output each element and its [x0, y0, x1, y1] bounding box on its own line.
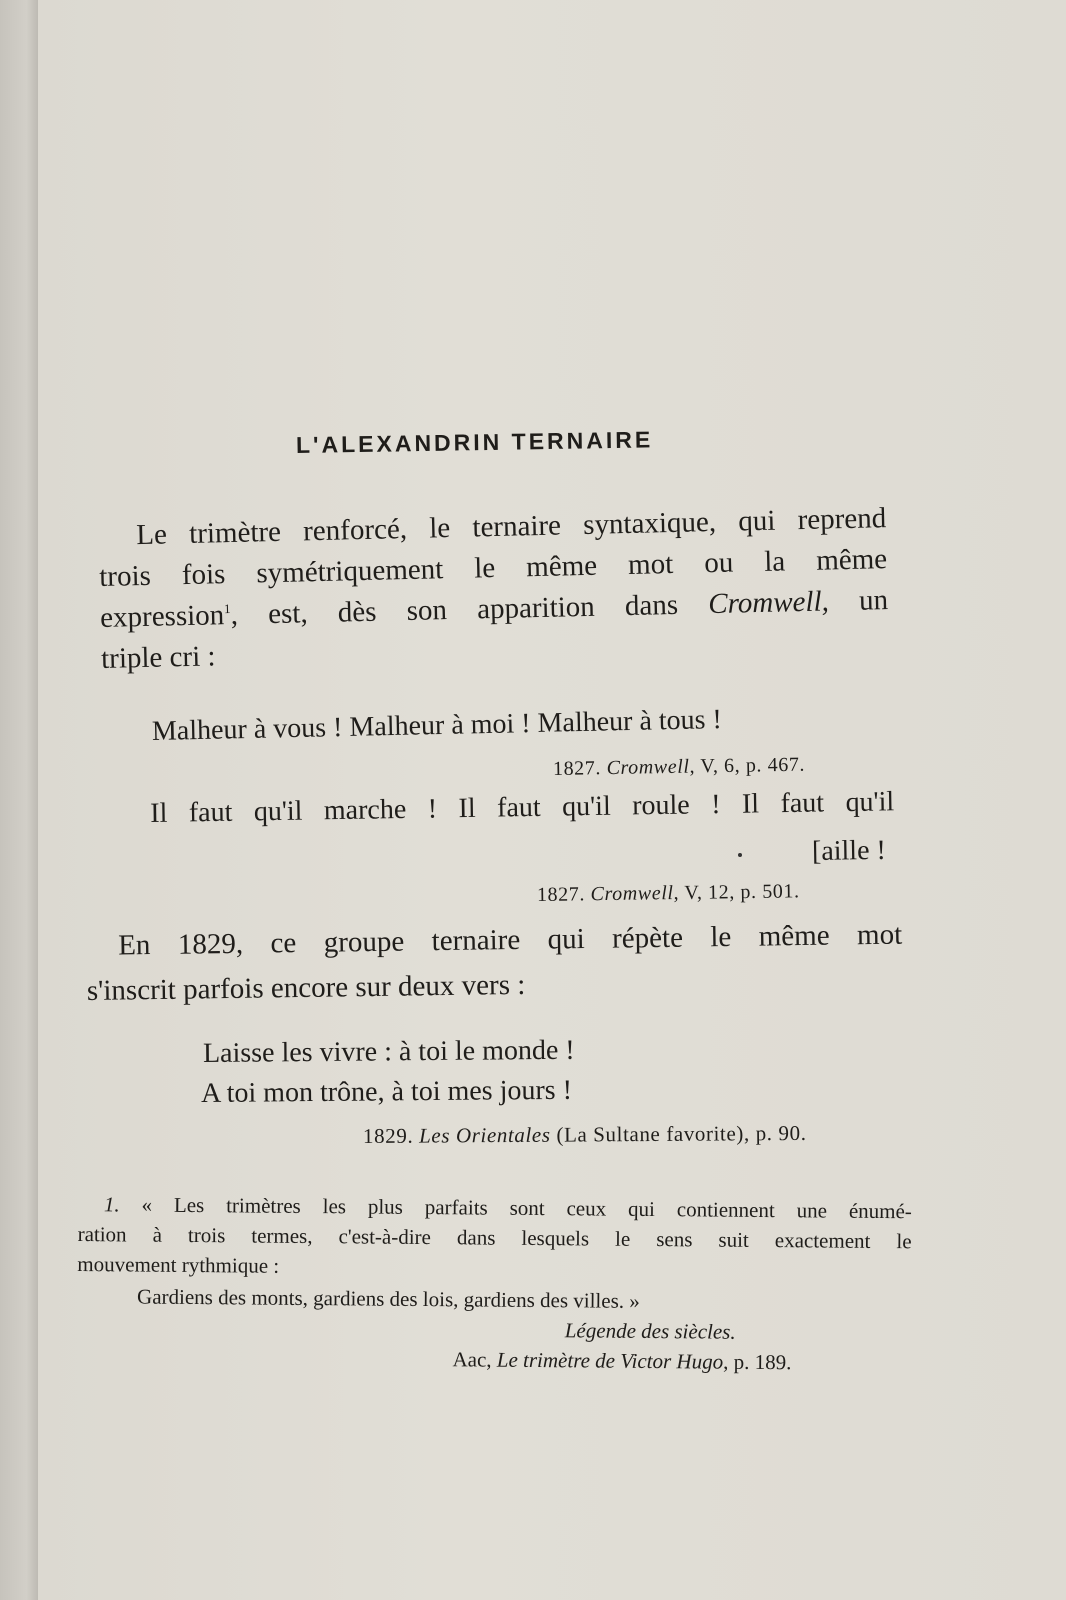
- quote-3-citation: [363, 1121, 807, 1149]
- paragraph-1-line-2: trois fois symétriquement le même mot ou la même: [98, 543, 888, 593]
- citation-detail: , V, 6, p. 467.: [689, 753, 806, 778]
- citation-detail: (La Sultane favorite), p. 90.: [550, 1120, 807, 1147]
- citation-year: 1829.: [362, 1123, 414, 1148]
- paragraph-1: [98, 502, 889, 676]
- footnote-verse: Gardiens des monts, gardiens des lois, gardiens des villes. »: [136, 1284, 640, 1313]
- expression-word: expression: [99, 599, 225, 634]
- footnote-line-3: mouvement rythmique :: [77, 1251, 280, 1278]
- citation-work: Cromwell: [590, 882, 674, 906]
- citation-work: Les Orientales: [419, 1122, 551, 1148]
- paragraph-2-line-1: En 1829, ce groupe ternaire qui répète le même mot: [117, 918, 903, 962]
- footnote-line-1-text: « Les trimètres les plus parfaits sont ceux qui contiennent une énumé-: [119, 1192, 912, 1224]
- citation-year: 1827.: [552, 757, 602, 780]
- work-title-cromwell: Cromwell,: [707, 585, 830, 621]
- quote-1-citation: [553, 754, 805, 781]
- page-edge: [0, 0, 38, 1600]
- ink-speck: [738, 853, 742, 857]
- quote-3-verse-line-1: Laisse les vivre : à toi le monde !: [202, 1034, 575, 1069]
- footnote-ref[interactable]: 1: [223, 601, 231, 617]
- footnote: [76, 1192, 912, 1376]
- citation-year: 1827.: [536, 883, 586, 906]
- paragraph-2-line-2: s'inscrit parfois encore sur deux vers :: [86, 968, 526, 1007]
- paragraph-1-line-1: Le trimètre renforcé, le ternaire syntaxique, qui reprend: [135, 502, 887, 552]
- footnote-ref-author: Aac,: [452, 1347, 497, 1372]
- footnote-source-work: Légende des siècles.: [564, 1318, 736, 1344]
- footnote-ref-rest: , p. 189.: [723, 1349, 792, 1375]
- page-title: L'ALEXANDRIN TERNAIRE: [295, 426, 654, 458]
- citation-detail: , V, 12, p. 501.: [673, 880, 800, 905]
- line-3-end: un: [828, 584, 889, 618]
- quote-3-verse-line-2: A toi mon trône, à toi mes jours !: [200, 1074, 573, 1109]
- quote-2-verse-line-2: [aille !: [811, 834, 887, 867]
- paragraph-1-line-4: triple cri :: [100, 640, 216, 675]
- footnote-ref-title: Le trimètre de Victor Hugo: [496, 1347, 724, 1374]
- paragraph-2: [86, 919, 903, 1008]
- quote-2-verse-line-1: Il faut qu'il marche ! Il faut qu'il roule ! Il faut qu'il: [150, 786, 895, 829]
- footnote-number: 1.: [103, 1192, 120, 1217]
- quote-2-citation: [537, 880, 800, 907]
- line-3-middle: , est, dès son apparition dans: [230, 588, 709, 632]
- footnote-line-2: ration à trois termes, c'est-à-dire dans lesquels le sens suit exactement le: [77, 1221, 912, 1254]
- footnote-source: [77, 1314, 911, 1346]
- quote-1-verse: Malheur à vous ! Malheur à moi ! Malheur à tous !: [151, 704, 723, 747]
- citation-work: Cromwell: [606, 755, 690, 780]
